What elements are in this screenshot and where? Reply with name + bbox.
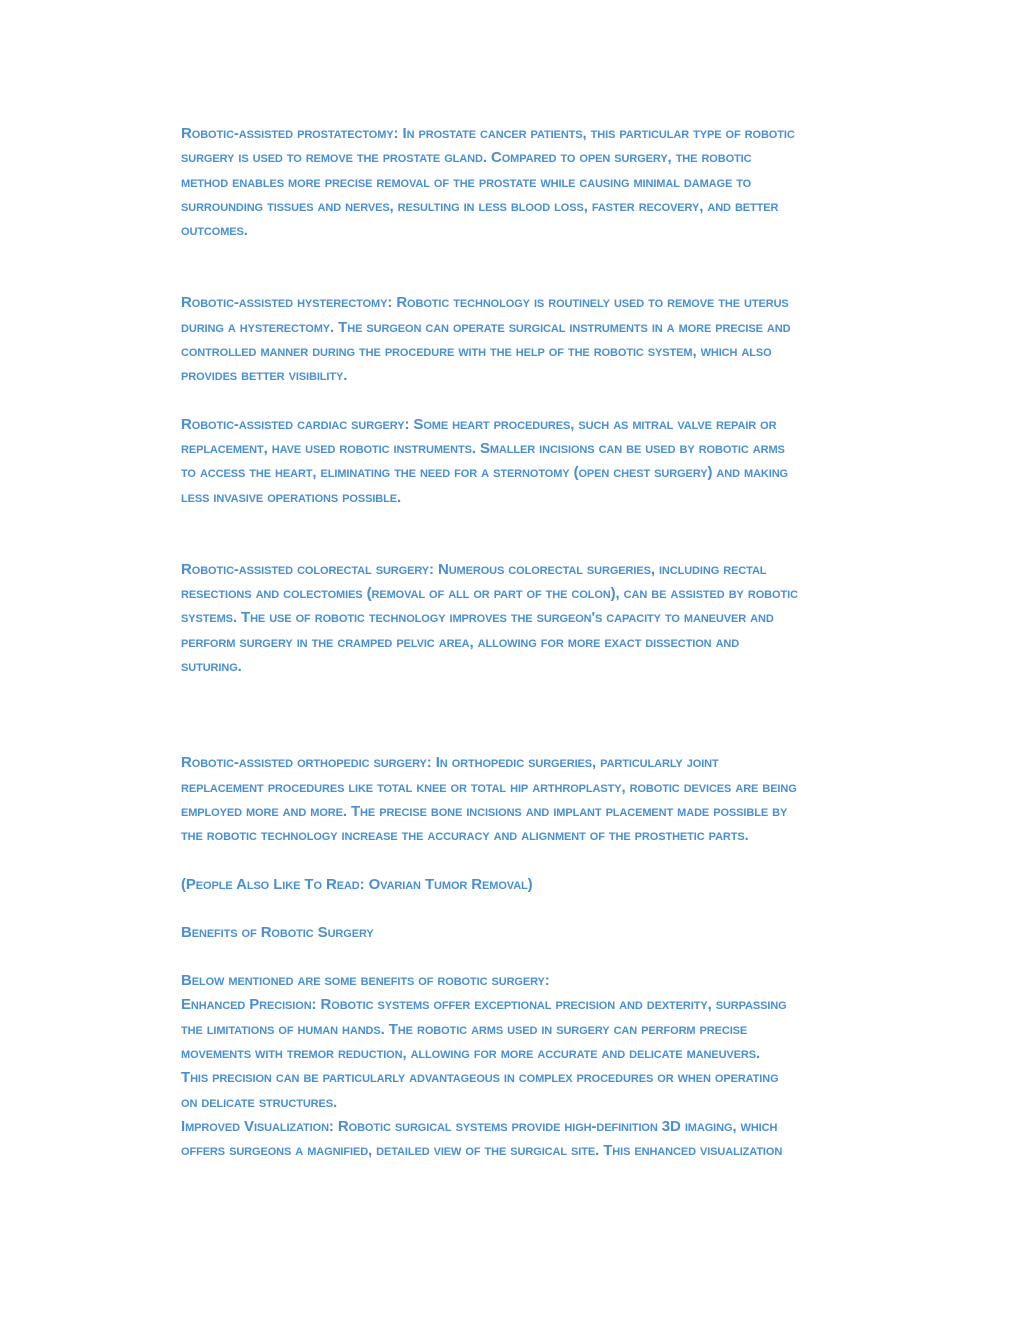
text-line: provides better visibility. bbox=[181, 367, 348, 385]
paragraph-related-reading bbox=[181, 873, 905, 897]
text-line: This precision can be particularly advantageous in complex procedures or when operating bbox=[181, 1069, 779, 1087]
related-reading-link[interactable]: (People Also Like To Read: Ovarian Tumor Removal) bbox=[181, 875, 533, 893]
text-line: Enhanced Precision: Robotic systems offer exceptional precision and dexterity, surpassing bbox=[181, 996, 787, 1014]
text-line: Robotic-assisted colorectal surgery: Numerous colorectal surgeries, including rectal bbox=[181, 560, 767, 578]
text-line: resections and colectomies (removal of all or part of the colon), can be assisted by robotic bbox=[181, 585, 798, 603]
text-line: Robotic-assisted cardiac surgery: Some heart procedures, such as mitral valve repair or bbox=[181, 415, 777, 433]
document-body bbox=[181, 122, 905, 1164]
text-line: employed more and more. The precise bone incisions and implant placement made possible by bbox=[181, 802, 788, 820]
text-line: replacement procedures like total knee or total hip arthroplasty, robotic devices are being bbox=[181, 778, 797, 796]
text-line: surgery is used to remove the prostate gland. Compared to open surgery, the robotic bbox=[181, 149, 752, 167]
text-line: replacement, have used robotic instruments. Smaller incisions can be used by robotic arms bbox=[181, 439, 785, 457]
text-line: Robotic-assisted hysterectomy: Robotic technology is routinely used to remove the uterus bbox=[181, 294, 789, 312]
text-line: Improved Visualization: Robotic surgical systems provide high-definition 3D imaging, which bbox=[181, 1117, 778, 1135]
text-line: to access the heart, eliminating the need for a sternotomy (open chest surgery) and making bbox=[181, 464, 789, 482]
text-line: the limitations of human hands. The robotic arms used in surgery can perform precise bbox=[181, 1020, 748, 1038]
text-line: outcomes. bbox=[181, 222, 248, 240]
text-line: the robotic technology increase the accuracy and alignment of the prosthetic parts. bbox=[181, 827, 749, 845]
paragraph-colorectal-surgery bbox=[181, 558, 905, 679]
paragraph-hysterectomy bbox=[181, 291, 905, 388]
text-line: Robotic-assisted prostatectomy: In prostate cancer patients, this particular type of robotic bbox=[181, 125, 795, 142]
paragraph-prostatectomy bbox=[181, 122, 905, 243]
section-heading: Benefits of Robotic Surgery bbox=[181, 923, 374, 941]
paragraph-orthopedic-surgery bbox=[181, 751, 905, 848]
text-line: offers surgeons a magnified, detailed view of the surgical site. This enhanced visualization bbox=[181, 1142, 783, 1160]
text-line: less invasive operations possible. bbox=[181, 488, 402, 506]
text-line: movements with tremor reduction, allowing for more accurate and delicate maneuvers. bbox=[181, 1045, 761, 1063]
section-heading-benefits bbox=[181, 921, 905, 945]
text-line: controlled manner during the procedure with the help of the robotic system, which also bbox=[181, 343, 772, 361]
text-line: Below mentioned are some benefits of robotic surgery: bbox=[181, 972, 550, 990]
text-line: systems. The use of robotic technology improves the surgeon's capacity to maneuver and bbox=[181, 609, 774, 627]
text-line: Robotic-assisted orthopedic surgery: In orthopedic surgeries, particularly joint bbox=[181, 754, 719, 772]
paragraph-cardiac-surgery bbox=[181, 413, 905, 510]
text-line: during a hysterectomy. The surgeon can operate surgical instruments in a more precise and bbox=[181, 318, 791, 336]
paragraph-benefits bbox=[181, 969, 905, 1163]
text-line: perform surgery in the cramped pelvic area, allowing for more exact dissection and bbox=[181, 633, 740, 651]
text-line: suturing. bbox=[181, 658, 242, 676]
text-line: method enables more precise removal of the prostate while causing minimal damage to bbox=[181, 173, 752, 191]
text-line: on delicate structures. bbox=[181, 1093, 338, 1111]
text-line: surrounding tissues and nerves, resulting in less blood loss, faster recovery, and better bbox=[181, 197, 779, 215]
